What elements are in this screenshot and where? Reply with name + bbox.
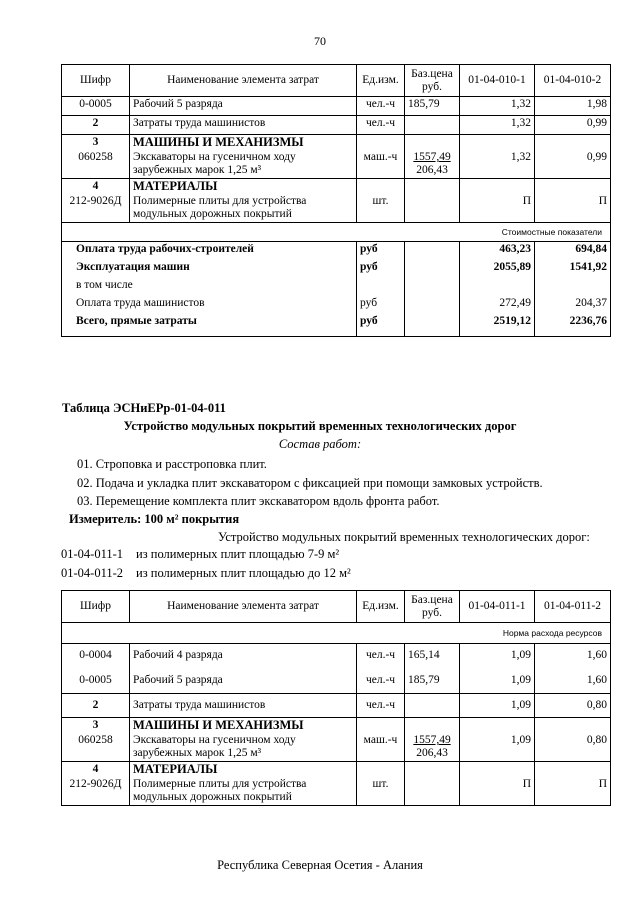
variants-intro: Устройство модульных покрытий временных технологических дорог:: [218, 530, 590, 544]
col-header-norm-2: 01-04-010-2: [535, 65, 611, 97]
table-row: 212-9026Д Полимерные плиты для устройства модульных дорожных покрытий шт. П П: [62, 194, 611, 223]
table-row: 212-9026Д Полимерные плиты для устройства модульных дорожных покрытий шт. П П: [62, 777, 611, 806]
work-item: 02. Подача и укладка плит экскаватором с фиксацией при помощи замковых устройств.: [77, 476, 543, 490]
col-header-price: Баз.цена руб.: [405, 65, 460, 97]
col-header-name: Наименование элемента затрат: [130, 65, 357, 97]
page-footer: Республика Северная Осетия - Алания: [217, 858, 423, 872]
work-item: 01. Строповка и расстроповка плит.: [77, 457, 267, 471]
work-item: 03. Перемещение комплекта плит экскаватором вдоль фронта работ.: [77, 494, 440, 508]
page-number: 70: [314, 34, 326, 48]
cost-header-row: Стоимостные показатели: [62, 223, 611, 242]
col-header-unit: Ед.изм.: [357, 591, 405, 623]
table-row: 2 Затраты труда машинистов чел.-ч 1,32 0,99: [62, 116, 611, 135]
table-header-row: [62, 65, 611, 97]
meter-label: Измеритель: 100 м² покрытия: [69, 512, 240, 526]
norm-header-row: Норма расхода ресурсов: [62, 623, 611, 644]
col-header-code: Шифр: [62, 65, 130, 97]
col-header-norm-1: 01-04-010-1: [460, 65, 535, 97]
table-header-row: [62, 591, 611, 623]
resource-table-2: [61, 590, 611, 806]
col-header-name: Наименование элемента затрат: [130, 591, 357, 623]
section-row-machines: 3 МАШИНЫ И МЕХАНИЗМЫ: [62, 135, 611, 151]
cost-row-total: Всего, прямые затраты руб 2519,12 2236,76: [62, 314, 611, 337]
col-header-price: Баз.цена руб.: [405, 591, 460, 623]
col-header-code: Шифр: [62, 591, 130, 623]
variant-text: из полимерных плит площадью 7-9 м²: [136, 547, 340, 561]
cost-row: Эксплуатация машин руб 2055,89 1541,92: [62, 260, 611, 278]
table-row: 0-0005 Рабочий 5 разряда чел.-ч 185,79 1,09 1,60: [62, 668, 611, 694]
section-row-machines: 3 МАШИНЫ И МЕХАНИЗМЫ: [62, 718, 611, 734]
cost-row: Оплата труда рабочих-строителей руб 463,23 694,84: [62, 242, 611, 261]
col-header-norm-2: 01-04-011-2: [535, 591, 611, 623]
table-row: 0-0005 Рабочий 5 разряда чел.-ч 185,79 1,32 1,98: [62, 97, 611, 116]
section-row-materials: 4 МАТЕРИАЛЫ: [62, 179, 611, 195]
table-row: 0-0004 Рабочий 4 разряда чел.-ч 165,14 1,09 1,60: [62, 644, 611, 668]
col-header-unit: Ед.изм.: [357, 65, 405, 97]
variant-text: из полимерных плит площадью до 12 м²: [136, 566, 351, 580]
table-row: 060258 Экскаваторы на гусеничном ходу зарубежных марок 1,25 м³ маш.-ч 1557,49 206,43 1,09 0,80: [62, 733, 611, 762]
section-heading: Устройство модульных покрытий временных технологических дорог: [123, 419, 517, 433]
cost-row: Оплата труда машинистов руб 272,49 204,37: [62, 296, 611, 314]
table-title: Таблица ЭСНиЕРр-01-04-011: [62, 401, 226, 415]
variant-code: 01-04-011-1: [61, 547, 124, 561]
variant-code: 01-04-011-2: [61, 566, 124, 580]
table-row: 2 Затраты труда машинистов чел.-ч 1,09 0,80: [62, 694, 611, 718]
work-composition-heading: Состав работ:: [278, 437, 362, 451]
resource-table-1: [61, 64, 611, 337]
col-header-norm-1: 01-04-011-1: [460, 591, 535, 623]
cost-row: в том числе: [62, 278, 611, 296]
table-row: 060258 Экскаваторы на гусеничном ходу зарубежных марок 1,25 м³ маш.-ч 1557,49 206,43 1,32 0,99: [62, 150, 611, 179]
section-row-materials: 4 МАТЕРИАЛЫ: [62, 762, 611, 778]
